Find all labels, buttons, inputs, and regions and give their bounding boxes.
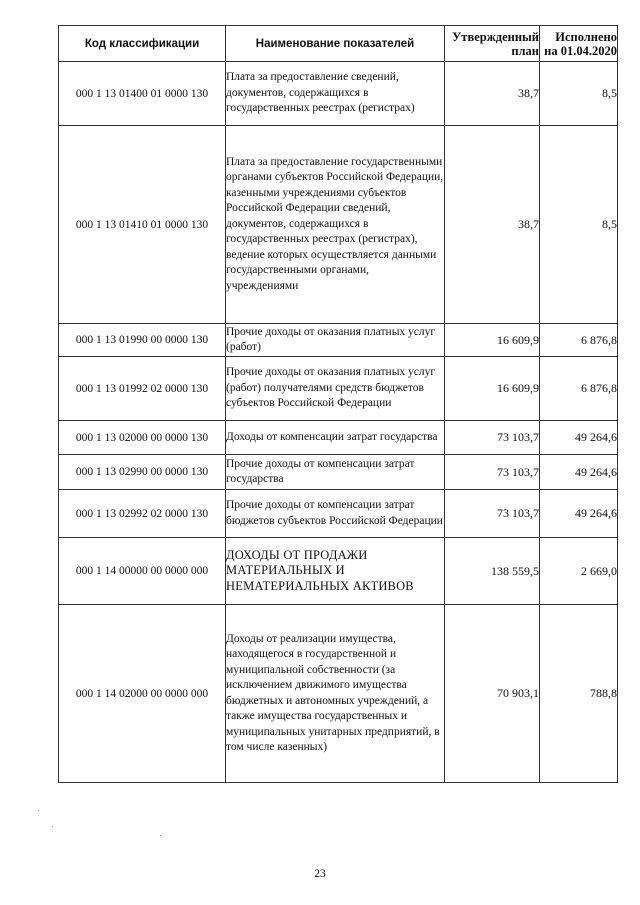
row-done: 6 876,8 <box>540 324 618 357</box>
row-code: 000 1 13 02992 02 0000 130 <box>59 490 226 538</box>
table-header-row <box>59 26 618 62</box>
row-name: Прочие доходы от компенсации затрат государства <box>226 455 445 490</box>
row-plan: 70 903,1 <box>445 605 540 783</box>
row-done: 49 264,6 <box>540 421 618 455</box>
header-name: Наименование показателей <box>226 26 445 62</box>
table-row <box>59 357 618 421</box>
scan-speck <box>52 826 53 827</box>
row-name: Прочие доходы от компенсации затрат бюджетов субъектов Российской Федерации <box>226 490 445 538</box>
row-plan: 38,7 <box>445 126 540 324</box>
scan-speck <box>38 810 39 811</box>
table-row <box>59 62 618 126</box>
row-done: 49 264,6 <box>540 490 618 538</box>
row-done: 2 669,0 <box>540 538 618 605</box>
scan-speck <box>160 835 161 836</box>
row-code: 000 1 13 01410 01 0000 130 <box>59 126 226 324</box>
table-row <box>59 490 618 538</box>
row-name: ДОХОДЫ ОТ ПРОДАЖИ МАТЕРИАЛЬНЫХ И НЕМАТЕРИАЛЬНЫХ АКТИВОВ <box>226 538 445 605</box>
row-plan: 73 103,7 <box>445 490 540 538</box>
table-row <box>59 605 618 783</box>
header-plan: Утвержденный план <box>445 26 540 62</box>
row-name: Прочие доходы от оказания платных услуг (работ) <box>226 324 445 357</box>
row-done: 8,5 <box>540 126 618 324</box>
row-done: 49 264,6 <box>540 455 618 490</box>
row-name: Доходы от реализации имущества, находящегося в государственной и муниципальной собственности (за исключением движимого имущества бюджетных и автономных учреждений, а также имущества государственных и муниципальных унитарных предприятий, в том числе казенных) <box>226 605 445 783</box>
header-code: Код классификации <box>59 26 226 62</box>
row-code: 000 1 13 01992 02 0000 130 <box>59 357 226 421</box>
row-done: 6 876,8 <box>540 357 618 421</box>
row-done: 788,8 <box>540 605 618 783</box>
table-row <box>59 126 618 324</box>
page-number: 23 <box>314 868 326 880</box>
row-name: Доходы от компенсации затрат государства <box>226 421 445 455</box>
row-plan: 138 559,5 <box>445 538 540 605</box>
row-name: Плата за предоставление государственными органами субъектов Российской Федерации, казенными учреждениями субъектов Российской Федерации сведений, документов, содержащихся в государственных реестрах (регистрах), ведение которых осуществляется данными государственными органами, учреждениями <box>226 126 445 324</box>
row-name: Прочие доходы от оказания платных услуг (работ) получателями средств бюджетов субъектов Российской Федерации <box>226 357 445 421</box>
row-plan: 16 609,9 <box>445 357 540 421</box>
table-row <box>59 538 618 605</box>
row-plan: 73 103,7 <box>445 421 540 455</box>
revenue-table <box>58 25 618 783</box>
row-code: 000 1 14 00000 00 0000 000 <box>59 538 226 605</box>
row-done: 8,5 <box>540 62 618 126</box>
row-code: 000 1 13 01400 01 0000 130 <box>59 62 226 126</box>
row-code: 000 1 13 02990 00 0000 130 <box>59 455 226 490</box>
row-plan: 16 609,9 <box>445 324 540 357</box>
row-plan: 73 103,7 <box>445 455 540 490</box>
header-done: Исполнено на 01.04.2020 <box>540 26 618 62</box>
table-row <box>59 324 618 357</box>
table-row <box>59 455 618 490</box>
row-name: Плата за предоставление сведений, документов, содержащихся в государственных реестрах (регистрах) <box>226 62 445 126</box>
row-code: 000 1 13 02000 00 0000 130 <box>59 421 226 455</box>
row-code: 000 1 14 02000 00 0000 000 <box>59 605 226 783</box>
row-plan: 38,7 <box>445 62 540 126</box>
table-row <box>59 421 618 455</box>
row-code: 000 1 13 01990 00 0000 130 <box>59 324 226 357</box>
